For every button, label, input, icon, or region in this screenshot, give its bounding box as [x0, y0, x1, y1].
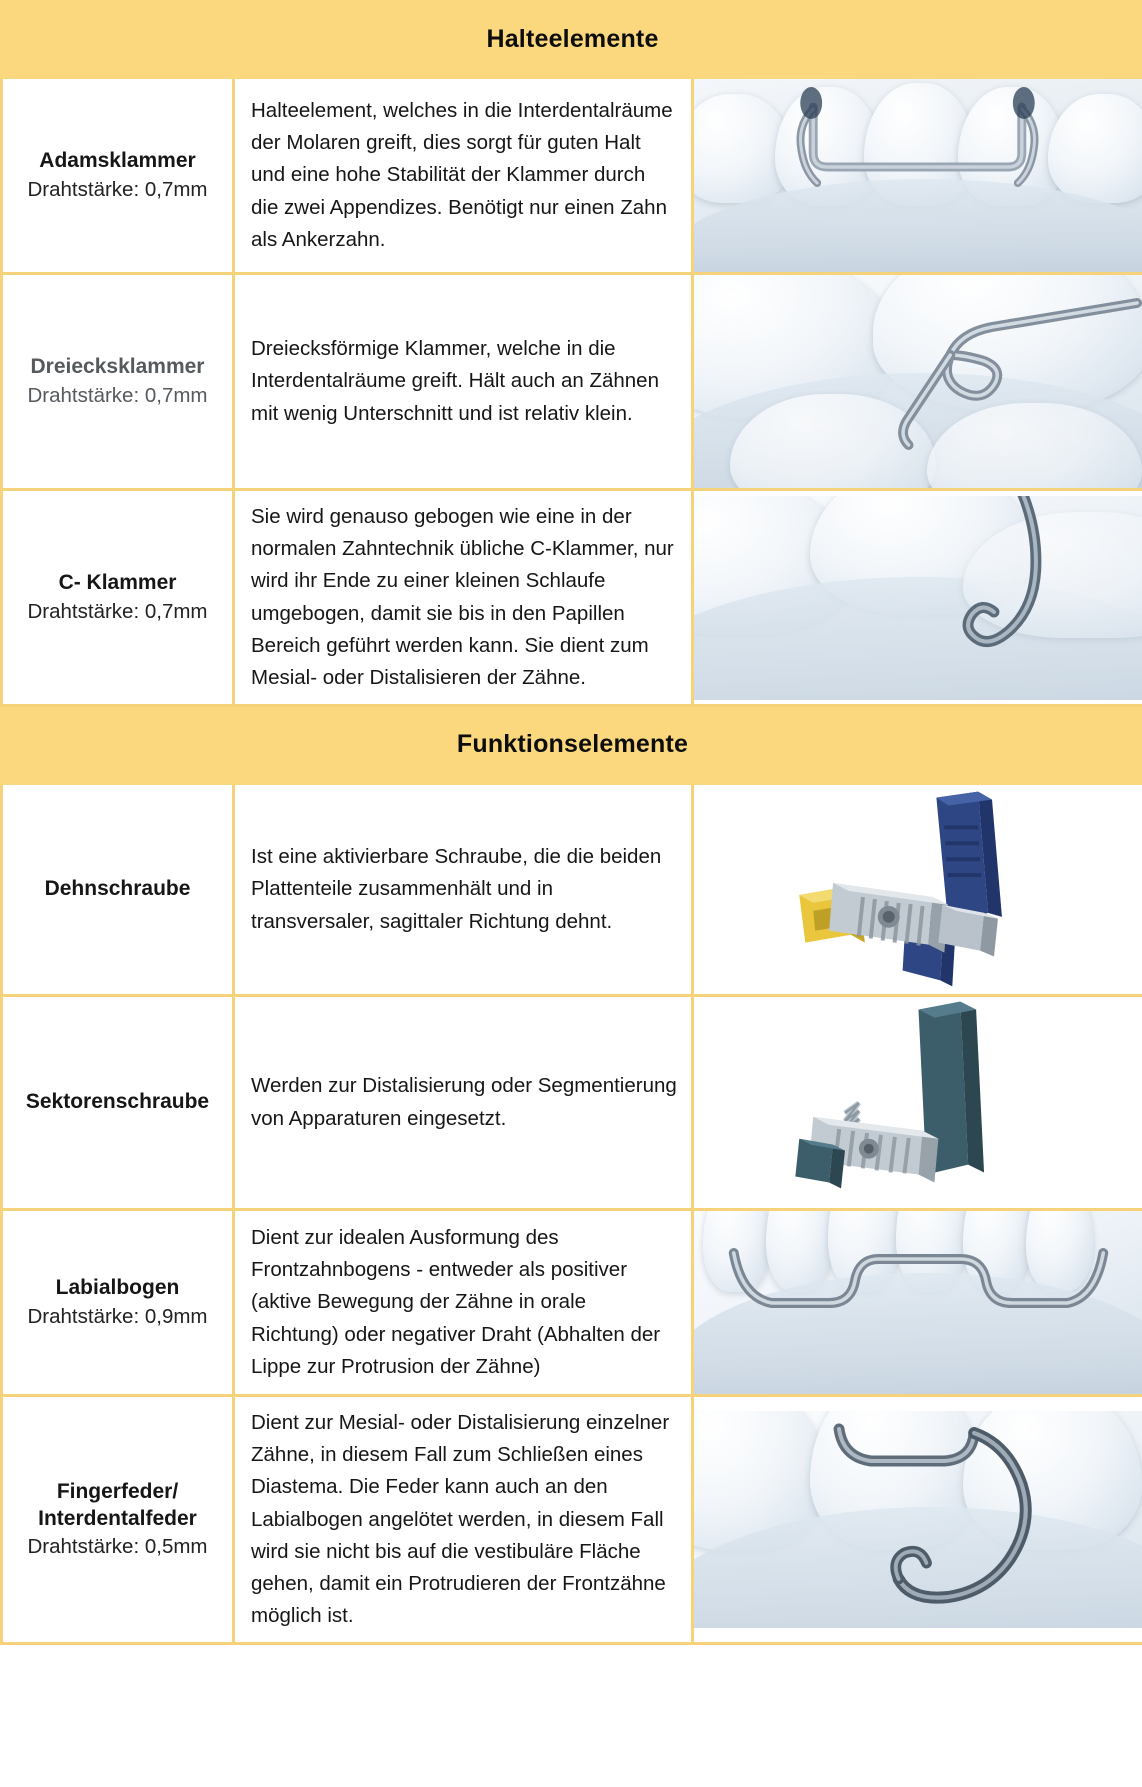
element-description: Dient zur idealen Ausformung des Frontzahnbogens - entweder als positiver (aktive Bewegung der Zähne in orale Richtung) oder negativer Draht (Abhalten der Lippe zur Protrusion der Zähne) [251, 1226, 661, 1378]
section-header-label: Funktionselemente [2, 706, 1142, 784]
c-clasp-wire [694, 496, 1142, 700]
element-wire-gauge: Drahtstärke: 0,7mm [27, 383, 208, 407]
row-label-cell [2, 1210, 234, 1396]
row-label-cell [2, 996, 234, 1210]
element-description: Sie wird genauso gebogen wie eine in der normalen Zahntechnik übliche C-Klammer, nur wird ihr Ende zu einer kleinen Schlaufe umgebogen, damit sie bis in den Papillen Bereich geführt werden kann. Sie dient zum Mesial- oder Distalisieren der Zähne. [251, 505, 674, 689]
row-image-cell [693, 784, 1142, 996]
adams-clasp-photo [694, 79, 1142, 272]
section-header-label: Halteelemente [2, 2, 1142, 78]
row-label-cell [2, 1396, 234, 1644]
element-wire-gauge: Drahtstärke: 0,9mm [27, 1304, 208, 1328]
row-image-cell [693, 78, 1142, 274]
element-description: Ist eine aktivierbare Schraube, die die beiden Plattenteile zusammenhält und in transversaler, sagittaler Richtung dehnt. [251, 845, 662, 933]
table-row [2, 274, 1142, 490]
table-row [2, 1210, 1142, 1396]
row-image-cell [693, 1396, 1142, 1644]
row-description-cell [234, 1210, 693, 1396]
row-image-cell [693, 996, 1142, 1210]
element-name: Labialbogen [55, 1275, 180, 1299]
triangle-clasp-wire [694, 275, 1142, 488]
element-wire-gauge: Drahtstärke: 0,7mm [27, 177, 208, 201]
element-wire-gauge: Drahtstärke: 0,5mm [27, 1534, 208, 1558]
element-description: Dient zur Mesial- oder Distalisierung einzelner Zähne, in diesem Fall zum Schließen eines Diastema. Die Feder kann auch an den Labialbogen angelötet werden, in diesem Fall wird sie nicht bis auf die vestibuläre Fläche gehen, damit ein Protrudieren der Frontzähne möglich ist. [251, 1411, 670, 1628]
element-wire-gauge: Drahtstärke: 0,7mm [27, 599, 208, 623]
finger-spring-photo [694, 1411, 1142, 1628]
row-image-cell [693, 274, 1142, 490]
row-description-cell [234, 274, 693, 490]
section-header-halteelemente [2, 2, 1142, 78]
element-name: Adamsklammer [39, 148, 196, 172]
row-description-cell [234, 784, 693, 996]
row-image-cell [693, 1210, 1142, 1396]
expansion-screw-graphic [694, 785, 1142, 994]
table-row [2, 490, 1142, 706]
row-description-cell [234, 1396, 693, 1644]
row-description-cell [234, 78, 693, 274]
row-label-cell [2, 274, 234, 490]
element-description: Halteelement, welches in die Interdentalräume der Molaren greift, dies sorgt für guten Halt und eine hohe Stabilität der Klammer durch die zwei Appendizes. Benötigt nur einen Zahn als Ankerzahn. [251, 99, 673, 251]
row-label-cell [2, 78, 234, 274]
table-row [2, 996, 1142, 1210]
row-description-cell [234, 490, 693, 706]
element-name: Fingerfeder/ Interdentalfeder [38, 1480, 197, 1531]
row-image-cell [693, 490, 1142, 706]
table-row [2, 1396, 1142, 1644]
element-name: Dreiecksklammer [30, 354, 205, 378]
section-header-funktionselemente [2, 706, 1142, 784]
c-clasp-photo [694, 496, 1142, 700]
element-description: Werden zur Distalisierung oder Segmentierung von Apparaturen eingesetzt. [251, 1074, 677, 1130]
element-description: Dreiecksförmige Klammer, welche in die Interdentalräume greift. Hält auch an Zähnen mit wenig Unterschnitt und ist relativ klein. [251, 337, 659, 425]
sector-screw-photo [694, 997, 1142, 1208]
triangle-clasp-photo [694, 275, 1142, 488]
table-row [2, 78, 1142, 274]
finger-spring-wire [694, 1411, 1142, 1628]
element-name: Dehnschraube [44, 877, 191, 901]
element-name: C- Klammer [58, 570, 177, 594]
element-name: Sektorenschraube [25, 1090, 210, 1114]
sector-screw-graphic [694, 997, 1142, 1208]
expansion-screw-photo [694, 785, 1142, 994]
labial-arch-photo [694, 1211, 1142, 1394]
labial-arch-wire [694, 1211, 1142, 1394]
adams-clasp-wire [694, 79, 1142, 272]
table-row [2, 784, 1142, 996]
row-label-cell [2, 784, 234, 996]
row-label-cell [2, 490, 234, 706]
row-description-cell [234, 996, 693, 1210]
